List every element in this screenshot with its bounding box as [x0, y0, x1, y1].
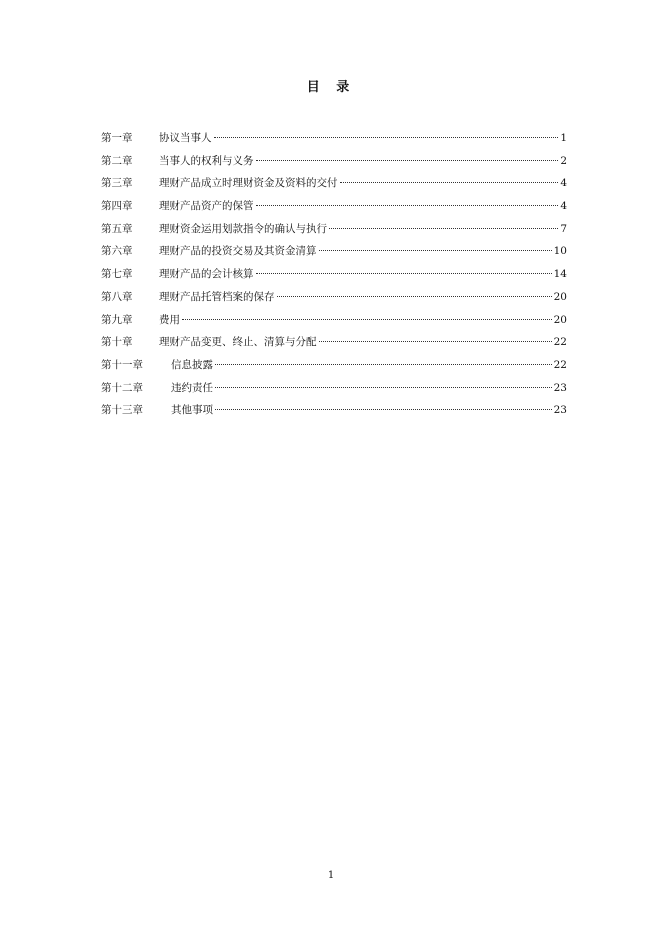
toc-page-number: 7: [560, 222, 567, 235]
toc-page-number: 14: [553, 268, 567, 281]
toc-entry[interactable]: [101, 221, 567, 244]
dot-leader: [214, 137, 559, 138]
dot-leader: [256, 273, 552, 274]
toc-entry[interactable]: [101, 402, 567, 425]
toc-entry-title: 理财产品变更、终止、清算与分配: [159, 336, 317, 349]
dot-leader: [215, 409, 552, 410]
toc-chapter-label: 第七章: [101, 268, 133, 281]
toc-page-number: 22: [553, 336, 567, 349]
dot-leader: [215, 387, 552, 388]
dot-leader: [256, 160, 559, 161]
toc-chapter-label: 第八章: [101, 290, 133, 303]
toc-chapter-label: 第十一章: [101, 358, 143, 371]
toc-heading: 目 录: [306, 80, 356, 95]
toc-entry-title: 费用: [159, 313, 180, 326]
dot-leader: [319, 250, 552, 251]
dot-leader: [319, 341, 552, 342]
toc-chapter-label: 第五章: [101, 222, 133, 235]
toc-entry[interactable]: [101, 380, 567, 403]
toc-page-number: 2: [560, 154, 567, 167]
toc-entry[interactable]: [101, 130, 567, 153]
dot-leader: [277, 296, 552, 297]
toc-entry[interactable]: [101, 334, 567, 357]
toc-chapter-label: 第十章: [101, 336, 133, 349]
toc-entry[interactable]: [101, 243, 567, 266]
toc-entry[interactable]: [101, 266, 567, 289]
toc-entry-title: 协议当事人: [159, 132, 212, 144]
toc-chapter-label: 第六章: [101, 245, 133, 258]
dot-leader: [182, 319, 552, 320]
toc-entry-title: 信息披露: [171, 358, 213, 371]
toc-entry-title: 理财产品托管档案的保存: [159, 290, 275, 303]
toc-page-number: 23: [553, 404, 567, 417]
toc-entry[interactable]: [101, 357, 567, 380]
toc-page-number: 10: [553, 245, 567, 258]
toc-page-number: 20: [553, 290, 567, 303]
toc-entry[interactable]: [101, 312, 567, 335]
table-of-contents: [101, 130, 567, 425]
toc-page-number: 4: [560, 200, 567, 213]
toc-entry-title: 违约责任: [171, 381, 213, 394]
toc-chapter-label: 第十二章: [101, 381, 143, 394]
toc-chapter-label: 第二章: [101, 154, 133, 167]
toc-entry-title: 理财产品成立时理财资金及资料的交付: [159, 177, 338, 190]
page-number: 1: [327, 870, 335, 881]
toc-chapter-label: 第九章: [101, 313, 133, 326]
toc-page-number: 22: [553, 358, 567, 371]
dot-leader: [256, 205, 559, 206]
toc-page-number: 4: [560, 177, 567, 190]
toc-entry[interactable]: [101, 153, 567, 176]
dot-leader: [215, 364, 552, 365]
toc-page-number: 20: [553, 313, 567, 326]
toc-entry-title: 当事人的权利与义务: [159, 154, 254, 167]
dot-leader: [340, 182, 559, 183]
toc-entry-title: 理财产品的投资交易及其资金清算: [159, 245, 317, 258]
toc-entry[interactable]: [101, 175, 567, 198]
dot-leader: [329, 228, 558, 229]
toc-page-number: 1: [560, 132, 567, 144]
toc-entry-title: 其他事项: [171, 404, 213, 417]
toc-entry-title: 理财产品的会计核算: [159, 268, 254, 281]
toc-chapter-label: 第十三章: [101, 404, 143, 417]
toc-page-number: 23: [553, 381, 567, 394]
toc-entry-title: 理财产品资产的保管: [159, 200, 254, 213]
toc-entry[interactable]: [101, 289, 567, 312]
toc-entry[interactable]: [101, 198, 567, 221]
toc-entry-title: 理财资金运用划款指令的确认与执行: [159, 222, 327, 235]
toc-chapter-label: 第一章: [101, 132, 133, 144]
toc-chapter-label: 第四章: [101, 200, 133, 213]
toc-chapter-label: 第三章: [101, 177, 133, 190]
